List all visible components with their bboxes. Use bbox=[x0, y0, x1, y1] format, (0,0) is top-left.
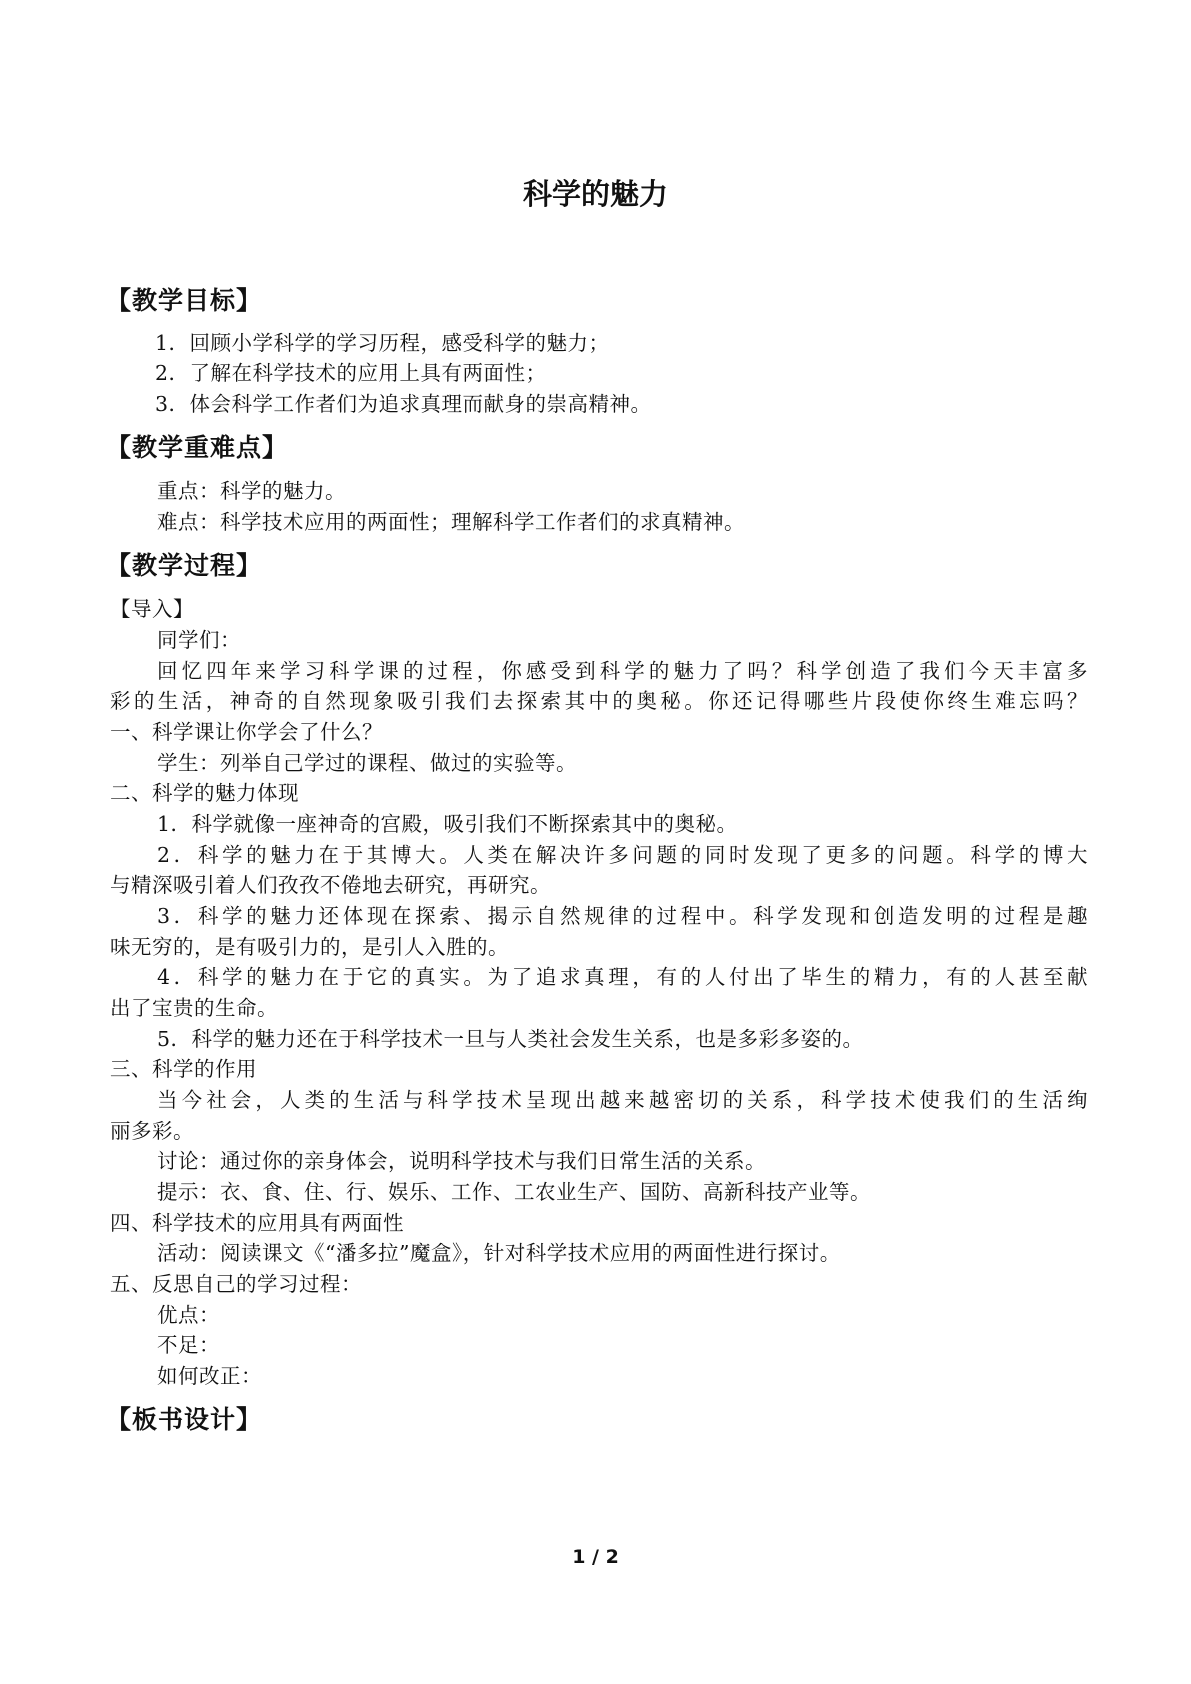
intro-paragraph-line: 回忆四年来学习科学课的过程，你感受到科学的魅力了吗？科学创造了我们今天丰富多 bbox=[157, 659, 1088, 683]
section-1-title: 一、科学课让你学会了什么？ bbox=[110, 720, 383, 744]
section-3-title: 三、科学的作用 bbox=[110, 1057, 257, 1081]
objective-item: 1．回顾小学科学的学习历程，感受科学的魅力； bbox=[155, 331, 610, 355]
greeting-text: 同学们： bbox=[157, 628, 241, 652]
section-2-point: 4．科学的魅力在于它的真实。为了追求真理，有的人付出了毕生的精力，有的人甚至献 bbox=[157, 965, 1088, 989]
section-2-point: 5．科学的魅力还在于科学技术一旦与人类社会发生关系，也是多彩多姿的。 bbox=[157, 1027, 864, 1051]
section-2-title: 二、科学的魅力体现 bbox=[110, 781, 299, 805]
section-2-point-continued: 味无穷的，是有吸引力的，是引人入胜的。 bbox=[110, 935, 509, 959]
objective-item: 2．了解在科学技术的应用上具有两面性； bbox=[155, 361, 547, 385]
section-4-activity: 活动：阅读课文《“潘多拉”魔盒》，针对科学技术应用的两面性进行探讨。 bbox=[157, 1241, 841, 1265]
intro-label: 【导入】 bbox=[110, 597, 194, 621]
section-3-hint: 提示：衣、食、住、行、娱乐、工作、工农业生产、国防、高新科技产业等。 bbox=[157, 1180, 871, 1204]
focus-text: 重点：科学的魅力。 bbox=[157, 479, 346, 503]
section-3-paragraph: 当今社会，人类的生活与科学技术呈现出越来越密切的关系，科学技术使我们的生活绚 bbox=[157, 1088, 1088, 1112]
board-heading: 【板书设计】 bbox=[106, 1405, 263, 1434]
section-4-title: 四、科学技术的应用具有两面性 bbox=[110, 1211, 404, 1235]
section-2-point: 3．科学的魅力还体现在探索、揭示自然规律的过程中。科学发现和创造发明的过程是趣 bbox=[157, 904, 1088, 928]
section-2-point-continued: 与精深吸引着人们孜孜不倦地去研究，再研究。 bbox=[110, 873, 551, 897]
page-title: 科学的魅力 bbox=[522, 177, 668, 211]
section-5-title: 五、反思自己的学习过程： bbox=[110, 1272, 362, 1296]
section-1-student: 学生：列举自己学过的课程、做过的实验等。 bbox=[157, 751, 577, 775]
page-number: 1 / 2 bbox=[572, 1546, 619, 1568]
intro-paragraph-line: 彩的生活，神奇的自然现象吸引我们去探索其中的奥秘。你还记得哪些片段使你终生难忘吗？ bbox=[110, 689, 1088, 713]
section-3-discussion: 讨论：通过你的亲身体会，说明科学技术与我们日常生活的关系。 bbox=[157, 1149, 766, 1173]
key-points-heading: 【教学重难点】 bbox=[106, 433, 289, 462]
section-2-point-continued: 出了宝贵的生命。 bbox=[110, 996, 278, 1020]
difficulty-text: 难点：科学技术应用的两面性；理解科学工作者们的求真精神。 bbox=[157, 510, 745, 534]
objective-item: 3．体会科学工作者们为追求真理而献身的崇高精神。 bbox=[155, 392, 652, 416]
section-2-point: 2．科学的魅力在于其博大。人类在解决许多问题的同时发现了更多的问题。科学的博大 bbox=[157, 843, 1088, 867]
objectives-heading: 【教学目标】 bbox=[106, 286, 263, 315]
section-5-weaknesses: 不足： bbox=[157, 1333, 220, 1357]
section-5-improve: 如何改正： bbox=[157, 1364, 262, 1388]
section-5-strengths: 优点： bbox=[157, 1303, 220, 1327]
section-3-paragraph-continued: 丽多彩。 bbox=[110, 1119, 194, 1143]
process-heading: 【教学过程】 bbox=[106, 551, 263, 580]
section-2-point: 1．科学就像一座神奇的宫殿，吸引我们不断探索其中的奥秘。 bbox=[157, 812, 738, 836]
